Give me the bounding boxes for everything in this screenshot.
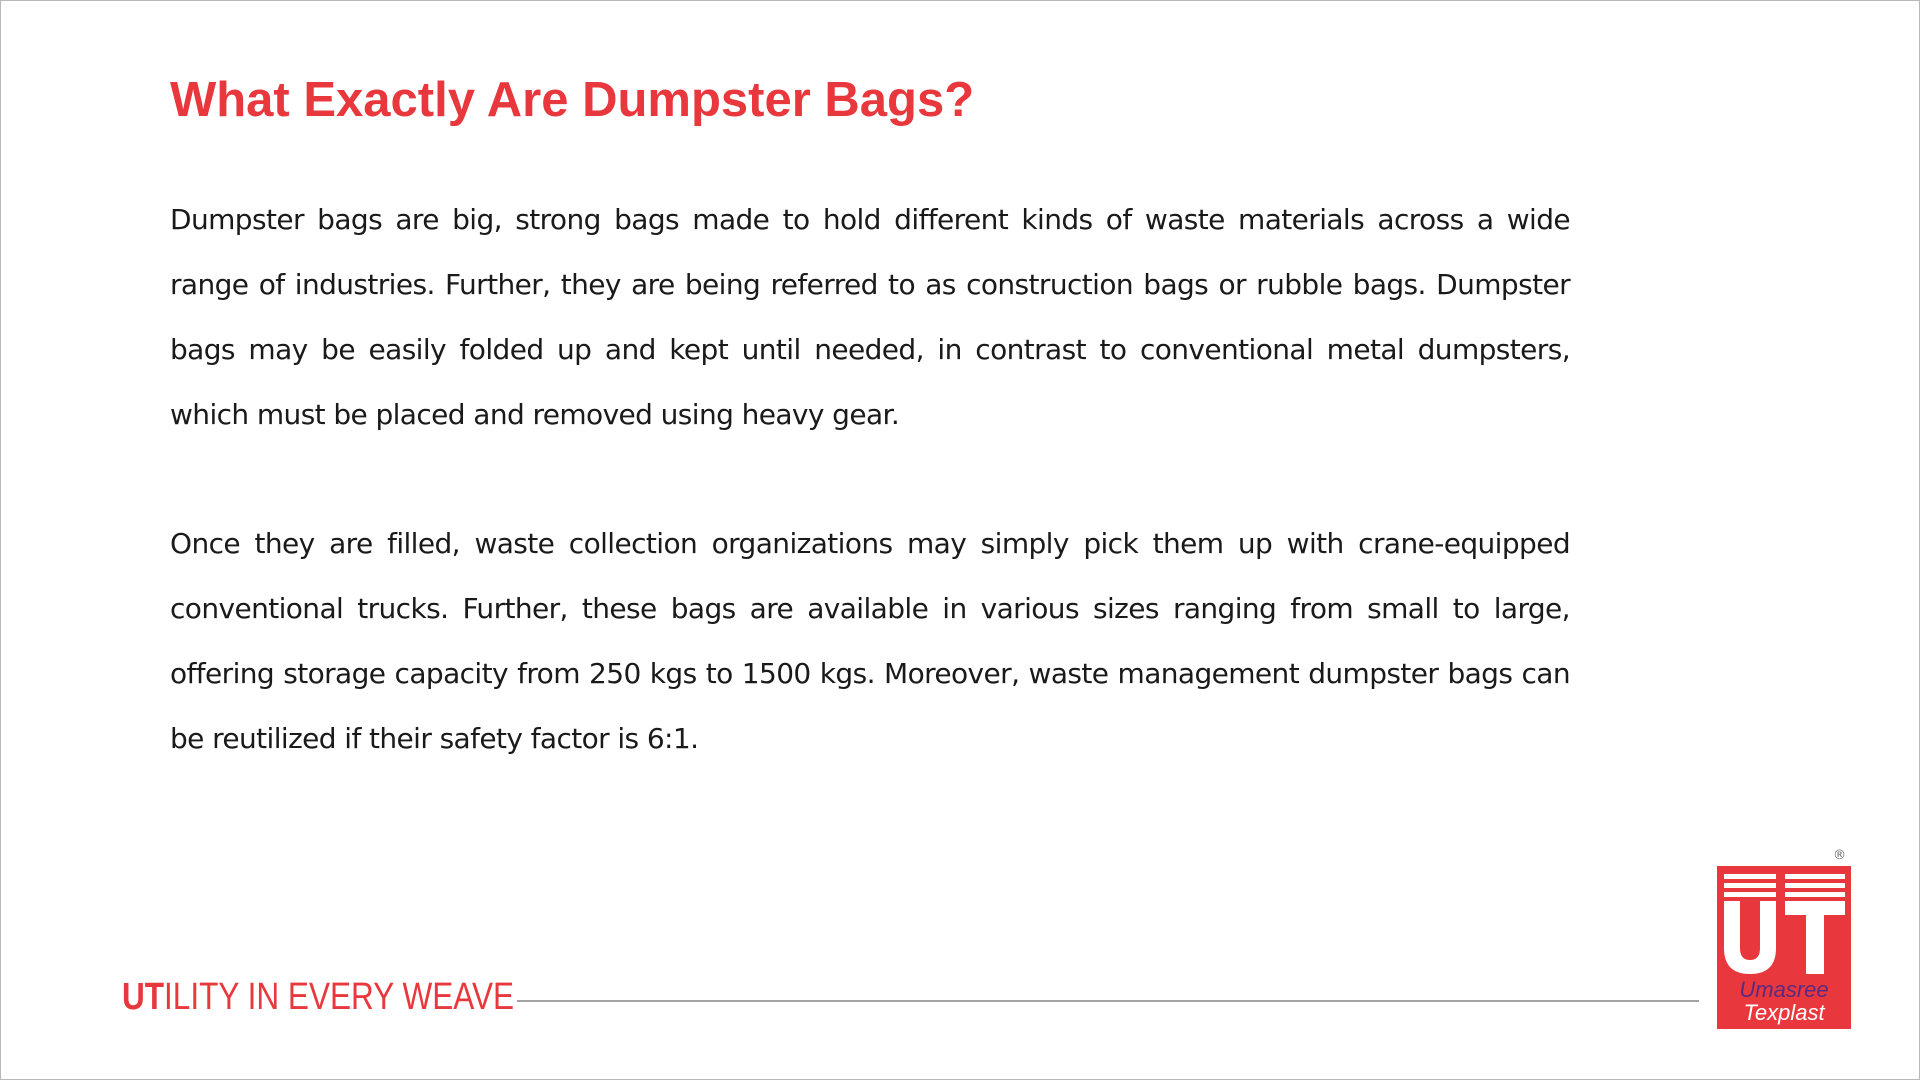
company-logo <box>1717 848 1851 1029</box>
slide-title: What Exactly Are Dumpster Bags? <box>170 73 975 127</box>
registered-mark: ® <box>1833 848 1846 863</box>
slide-body <box>170 187 1570 771</box>
paragraph: Once they are filled, waste collection organizations may simply pick them up with crane-equipped conventional trucks. Further, these bags are available in various sizes ranging from small to large, offering storage capacity from 250 kgs to 1500 kgs. Moreover, waste management dumpster bags can be reutilized if their safety factor is 6:1. <box>170 527 1570 755</box>
footer-divider <box>517 1000 1699 1002</box>
footer-tagline <box>122 978 514 1016</box>
tagline-emphasis: UT <box>122 976 165 1018</box>
paragraph: Dumpster bags are big, strong bags made to hold different kinds of waste materials across a wide range of industries. Further, they are being referred to as construction bags or rubble bags. Dumpster bags may be easily folded up and kept until needed, in contrast to conventional metal dumpsters, which must be placed and removed using heavy gear. <box>170 203 1570 431</box>
logo-name-line1: Umasree <box>1739 977 1829 1002</box>
logo-name-line2: Texplast <box>1743 1000 1825 1025</box>
tagline-rest: ILITY IN EVERY WEAVE <box>164 976 515 1018</box>
logo-letter-t-stem <box>1806 901 1824 974</box>
